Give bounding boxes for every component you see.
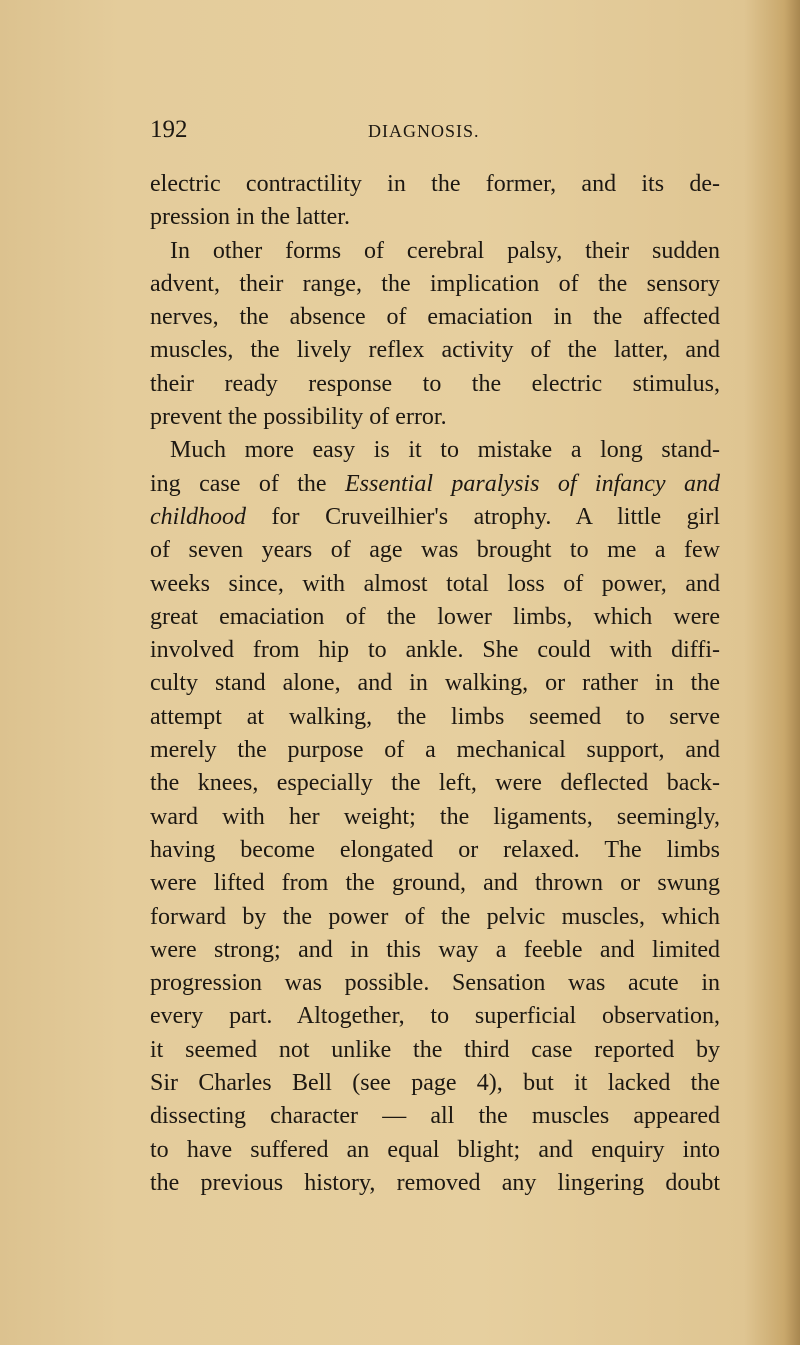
text-line (150, 1100, 720, 1133)
line-text: were strong; and in this way a feeble and limited (150, 936, 720, 963)
line-text: In other forms of cerebral palsy, their sudden (170, 237, 720, 264)
text-line (150, 867, 720, 900)
text-line (150, 434, 720, 467)
line-text: forward by the power of the pelvic muscles, which (150, 903, 720, 930)
text-line (150, 534, 720, 567)
text-line (150, 734, 720, 767)
line-text: involved from hip to ankle. She could with diffi- (150, 637, 720, 664)
line-text: it seemed not unlike the third case reported by (150, 1036, 720, 1063)
line-text: great emaciation of the lower limbs, which were (150, 603, 720, 630)
body-text (150, 168, 720, 1200)
text-line (150, 1034, 720, 1067)
line-text: Sir Charles Bell (see page 4), but it lacked the (150, 1070, 720, 1097)
line-text: advent, their range, the implication of the sensory (150, 270, 720, 297)
text-line (150, 1000, 720, 1033)
running-title: DIAGNOSIS. (368, 121, 480, 141)
text-line (150, 468, 720, 501)
text-line (150, 667, 720, 700)
line-text: culty stand alone, and in walking, or rather in the (150, 670, 720, 697)
line-text: were lifted from the ground, and thrown or swung (150, 870, 720, 897)
line-text: progression was possible. Sensation was acute in (150, 970, 720, 997)
line-text: dissecting character — all the muscles appeared (150, 1103, 720, 1130)
page-header (150, 116, 720, 148)
line-text: muscles, the lively reflex activity of the latter, and (150, 337, 720, 364)
line-text: merely the purpose of a mechanical support, and (150, 737, 720, 764)
text-line (150, 634, 720, 667)
italic-text: childhood (150, 503, 246, 530)
text-line (150, 368, 720, 401)
text-line (150, 901, 720, 934)
text-line (150, 201, 720, 234)
line-text: ward with her weight; the ligaments, seemingly, (150, 803, 720, 830)
text-line (150, 501, 720, 534)
line-text: having become elongated or relaxed. The limbs (150, 836, 720, 863)
line-text: attempt at walking, the limbs seemed to serve (150, 703, 720, 730)
line-text: every part. Altogether, to superficial observation, (150, 1003, 720, 1030)
text-line (150, 568, 720, 601)
line-text: of seven years of age was brought to me a few (150, 537, 720, 564)
text-line (150, 934, 720, 967)
text-line (150, 235, 720, 268)
text-line (150, 701, 720, 734)
line-text: Much more easy is it to mistake a long stand- (170, 437, 720, 464)
italic-text: Essential paralysis of infancy and (344, 470, 720, 497)
line-text: for Cruveilhier's atrophy. A little girl (246, 503, 720, 530)
line-text: electric contractility in the former, and its de- (150, 171, 720, 197)
text-line (150, 801, 720, 834)
line-text: the previous history, removed any lingering doubt (150, 1169, 720, 1196)
text-line (150, 834, 720, 867)
text-line (150, 601, 720, 634)
line-text: ing case of the (150, 470, 345, 497)
line-text: the knees, especially the left, were deflected back- (150, 770, 720, 797)
line-text: to have suffered an equal blight; and enquiry into (150, 1136, 720, 1163)
text-line (150, 401, 720, 434)
line-text: prevent the possibility of error. (150, 404, 447, 431)
text-line (150, 334, 720, 367)
text-line (150, 301, 720, 334)
text-line (150, 1067, 720, 1100)
text-line (150, 1134, 720, 1167)
text-line (150, 268, 720, 301)
text-line (150, 1167, 720, 1200)
text-line (150, 168, 720, 201)
line-text: nerves, the absence of emaciation in the affected (150, 304, 720, 331)
text-line (150, 967, 720, 1000)
text-line (150, 767, 720, 800)
line-text: weeks since, with almost total loss of power, and (150, 570, 720, 597)
page-number: 192 (150, 116, 188, 143)
line-text: pression in the latter. (150, 204, 350, 231)
line-text: their ready response to the electric stimulus, (150, 370, 720, 397)
